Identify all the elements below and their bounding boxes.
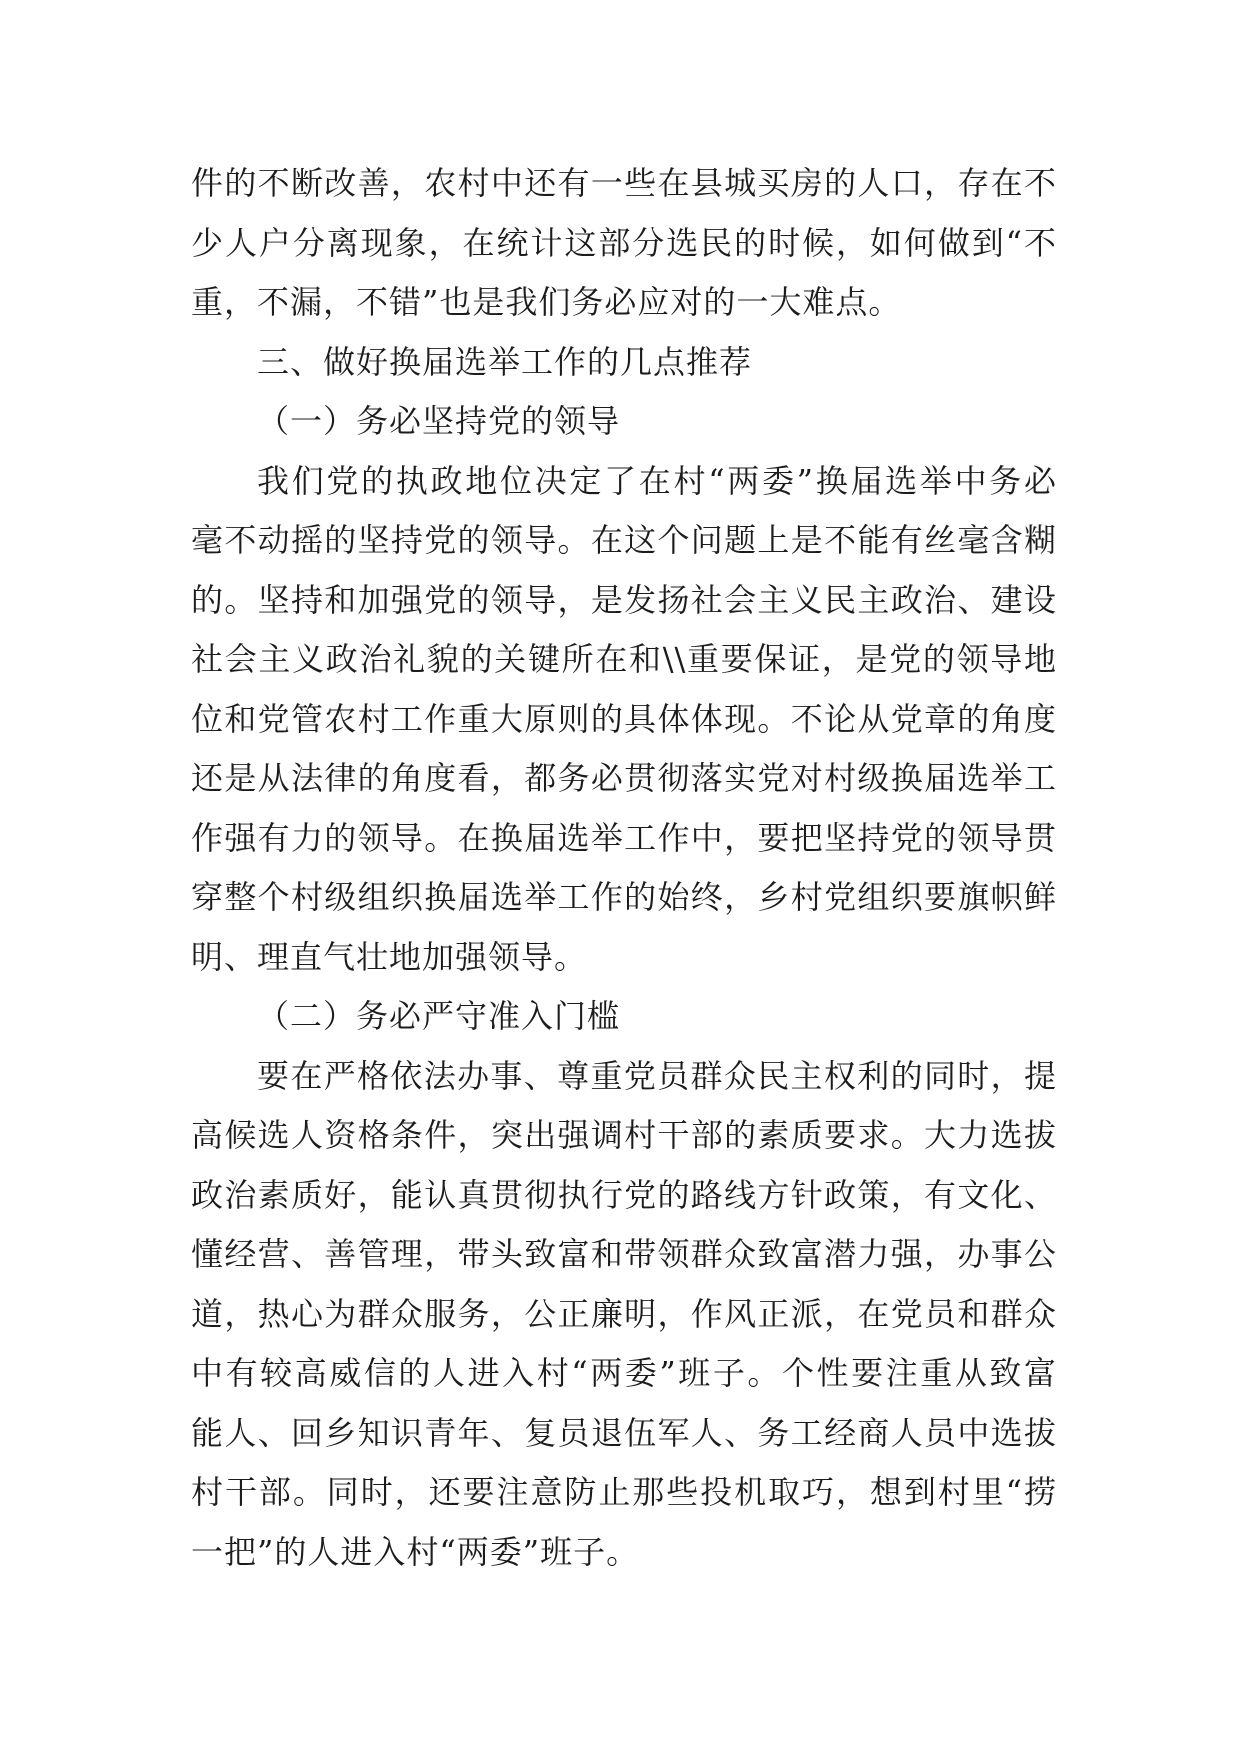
paragraph-line: 的。坚持和加强党的领导，是发扬社会主义民主政治、建设 <box>191 580 1057 619</box>
section-heading <box>191 333 1057 393</box>
paragraph-line: 毫不动摇的坚持党的领导。在这个问题上是不能有丝毫含糊 <box>191 521 1057 559</box>
paragraph-line: 穿整个村级组织换届选举工作的始终，乡村党组织要旗帜鲜 <box>191 878 1057 916</box>
section-heading-text: 三、做好换届选举工作的几点推荐 <box>257 342 753 381</box>
paragraph-line: 还是从法律的角度看，都务必贯彻落实党对村级换届选举工 <box>191 759 1057 797</box>
subsection-heading-text: （二）务必严守准入门槛 <box>257 997 621 1035</box>
paragraph-line: 要在严格依法办事、尊重党员群众民主权利的同时，提 <box>257 1056 1057 1095</box>
paragraph-line: 明、理直气壮地加强领导。 <box>191 937 588 976</box>
paragraph-line: 件的不断改善，农村中还有一些在县城买房的人口，存在不 <box>191 164 1057 202</box>
paragraph-party-leadership <box>191 452 1057 988</box>
paragraph-line: 重，不漏，不错”也是我们务必应对的一大难点。 <box>191 283 902 321</box>
paragraph-line: 一把”的人进入村“两委”班子。 <box>191 1532 640 1571</box>
body-text <box>191 154 1057 1582</box>
paragraph-line: 能人、回乡知识青年、复员退伍军人、务工经商人员中选拔 <box>191 1413 1057 1452</box>
paragraph-line: 道，热心为群众服务，公正廉明，作风正派，在党员和群众 <box>191 1294 1057 1333</box>
paragraph-line: 位和党管农村工作重大原则的具体体现。不论从党章的角度 <box>191 699 1057 738</box>
paragraph-line: 作强有力的领导。在换届选举工作中，要把坚持党的领导贯 <box>191 818 1057 857</box>
paragraph-entry-threshold <box>191 1047 1057 1583</box>
subsection-heading-text: （一）务必坚持党的领导 <box>257 402 621 440</box>
paragraph-line: 高候选人资格条件，突出强调村干部的素质要求。大力选拔 <box>191 1116 1057 1154</box>
paragraph-line: 少人户分离现象，在统计这部分选民的时候，如何做到“不 <box>191 223 1057 262</box>
subsection-heading-1 <box>191 392 1057 452</box>
paragraph-continued <box>191 154 1057 333</box>
paragraph-line: 村干部。同时，还要注意防止那些投机取巧，想到村里“捞 <box>191 1473 1057 1511</box>
paragraph-line: 社会主义政治礼貌的关键所在和\\重要保证，是党的领导地 <box>191 640 1057 678</box>
paragraph-line: 中有较高威信的人进入村“两委”班子。个性要注重从致富 <box>191 1354 1057 1392</box>
subsection-heading-2 <box>191 987 1057 1047</box>
paragraph-line: 我们党的执政地位决定了在村“两委”换届选举中务必 <box>257 461 1057 500</box>
paragraph-line: 政治素质好，能认真贯彻执行党的路线方针政策，有文化、 <box>191 1175 1057 1214</box>
paragraph-line: 懂经营、善管理，带头致富和带领群众致富潜力强，办事公 <box>191 1235 1057 1273</box>
